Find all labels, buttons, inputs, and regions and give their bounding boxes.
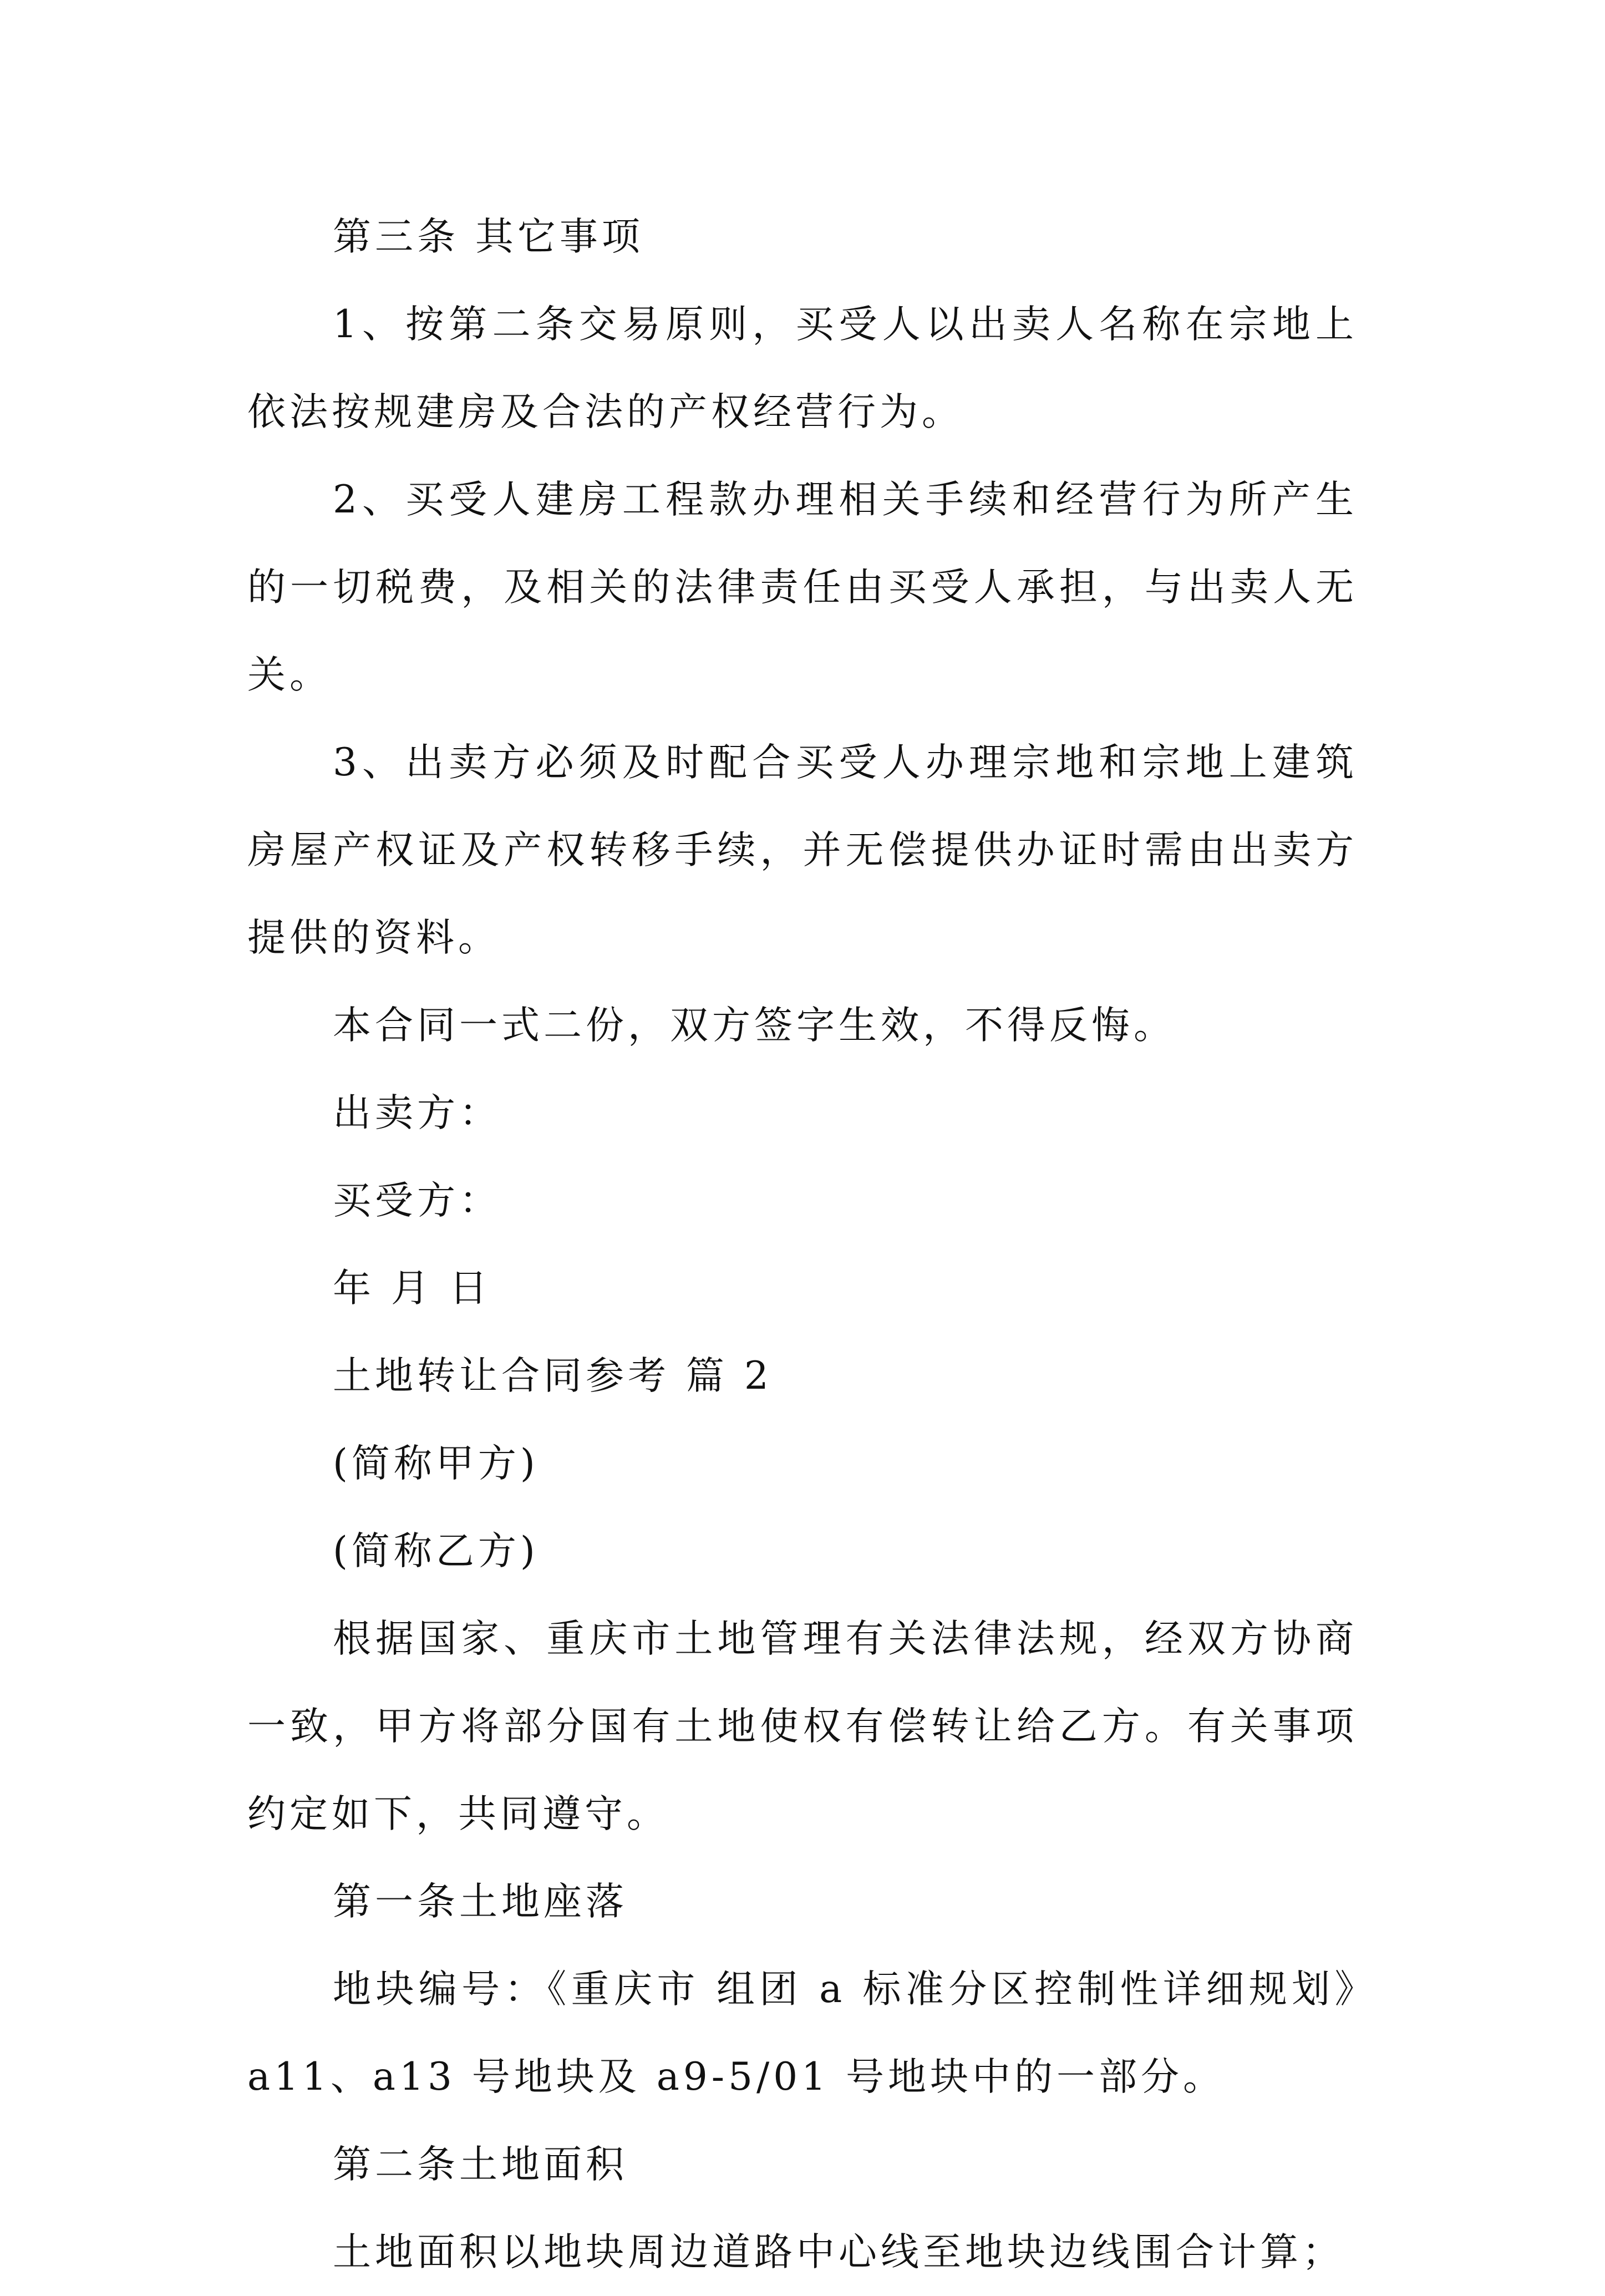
date-line: 年 月 日 [333,1266,491,1310]
section-heading-article-3: 第三条 其它事项 [333,215,644,259]
contract-copies-statement: 本合同一式二份，双方签字生效，不得反悔。 [333,1003,1176,1048]
seller-signature-line: 出卖方： [333,1091,501,1135]
clause-1: 1、按第二条交易原则，买受人以出卖人名称在宗地上依法按规建房及合法的产权经营行为。 [247,302,1358,434]
party-b-line: (简称乙方) [333,1529,539,1573]
buyer-signature-line: 买受方： [333,1179,501,1223]
clause-2: 2、买受人建房工程款办理相关手续和经营行为所产生的一切税费，及相关的法律责任由买受人承担，与出卖人无关。 [247,478,1358,697]
party-a-line: (简称甲方) [333,1441,539,1486]
document-body [247,193,1358,2296]
section-title-part-2: 土地转让合同参考 篇 2 [333,1354,773,1398]
clause-3: 3、出卖方必须及时配合买受人办理宗地和宗地上建筑房屋产权证及产权转移手续，并无偿提供办证时需由出卖方提供的资料。 [247,740,1358,960]
preamble-paragraph: 根据国家、重庆市土地管理有关法律法规，经双方协商一致，甲方将部分国有土地使权有偿转让给乙方。有关事项约定如下，共同遵守。 [247,1617,1358,1836]
article-1-heading: 第一条土地座落 [333,1880,628,1924]
plot-number-paragraph: 地块编号：《重庆市 组团 a 标准分区控制性详细规划》a11、a13 号地块及 a9-5/01 号地块中的一部分。 [247,1967,1358,2099]
article-2-heading: 第二条土地面积 [333,2142,628,2187]
land-area-paragraph: 土地面积以地块周边道路中心线至地块边线围合计算； [333,2230,1344,2274]
